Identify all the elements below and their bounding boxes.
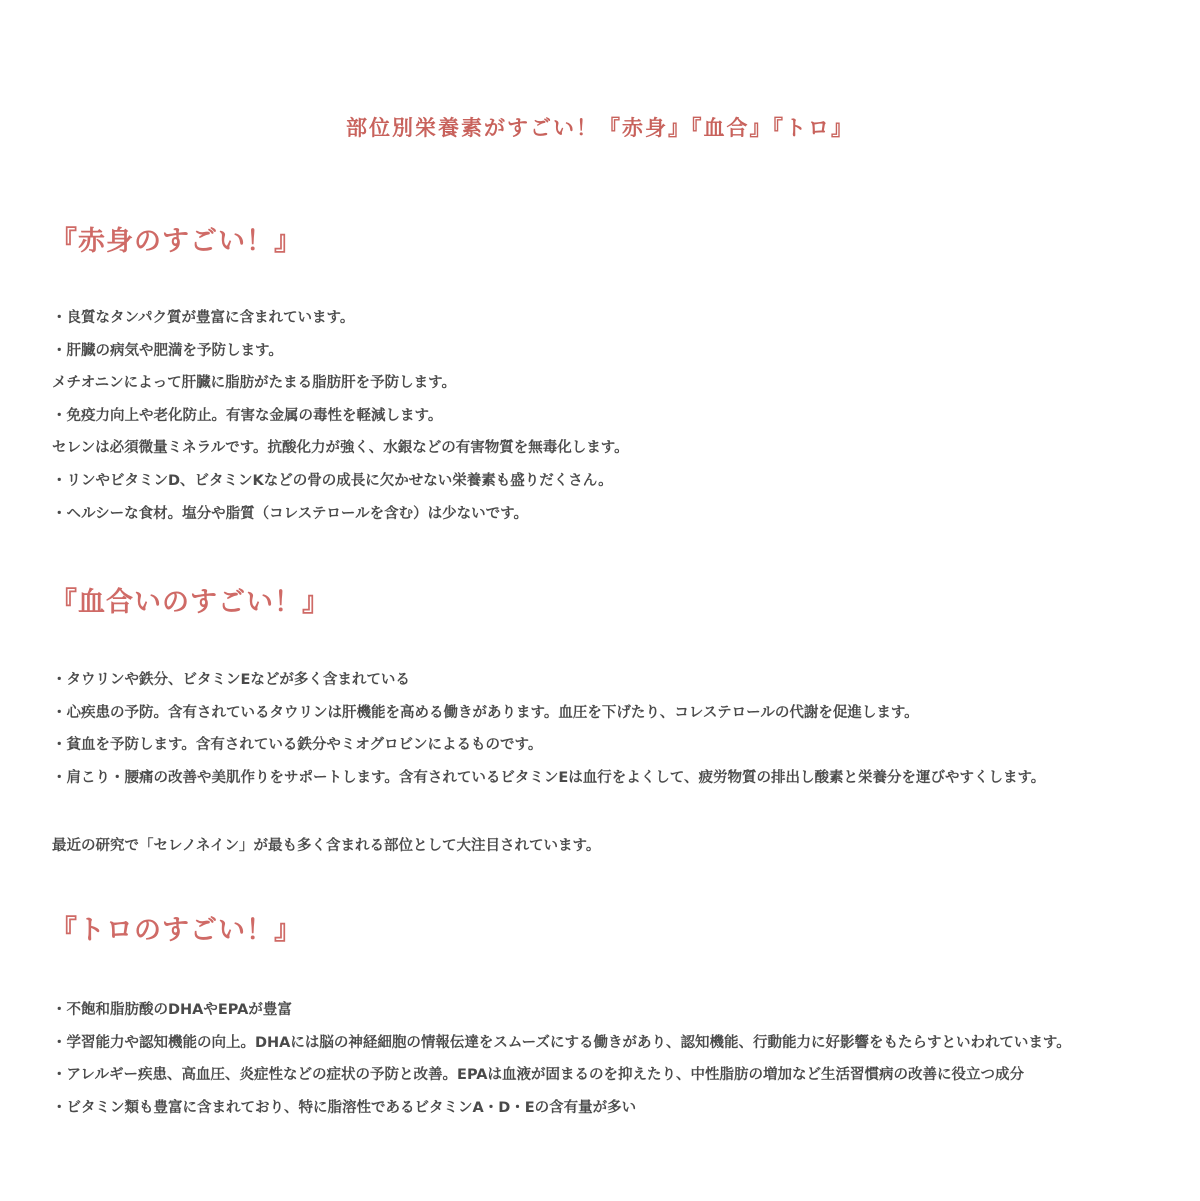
- chiai-list: [52, 664, 1045, 794]
- akami-list: [52, 302, 629, 530]
- akami-line: メチオニンによって肝臓に脂肪がたまる脂肪肝を予防します。: [52, 375, 456, 392]
- toro-list: [52, 994, 1071, 1124]
- akami-line: ・肝臓の病気や肥満を予防します。: [52, 342, 283, 359]
- akami-line: ・リンやビタミンD、ビタミンKなどの骨の成長に欠かせない栄養素も盛りだくさん。: [52, 472, 613, 489]
- section-heading-toro: 『トロのすごい！』: [50, 915, 302, 946]
- akami-line: ・良質なタンパク質が豊富に含まれています。: [52, 310, 355, 326]
- selenoneine-note: 最近の研究で「セレノネイン」が最も多く含まれる部位として大注目されています。: [52, 838, 601, 854]
- akami-line: ・ヘルシーな食材。塩分や脂質（コレステロールを含む）は少ないです。: [52, 505, 528, 522]
- page-title: 部位別栄養素がすごい！『赤身』『血合』『トロ』: [346, 116, 854, 140]
- section-heading-akami: 『赤身のすごい！』: [50, 226, 302, 257]
- akami-line: セレンは必須微量ミネラルです。抗酸化力が強く、水銀などの有害物質を無毒化します。: [52, 440, 629, 457]
- chiai-line: ・肩こり・腰痛の改善や美肌作りをサポートします。含有されているビタミンEは血行をよくして、疲労物質の排出し酸素と栄養分を運びやすくします。: [52, 769, 1046, 786]
- toro-line: ・不飽和脂肪酸のDHAやEPAが豊富: [52, 1002, 292, 1018]
- toro-line: ・学習能力や認知機能の向上。DHAには脳の神経細胞の情報伝達をスムーズにする働きがあり、認知機能、行動能力に好影響をもたらすといわれています。: [52, 1034, 1071, 1051]
- toro-line: ・アレルギー疾患、高血圧、炎症性などの症状の予防と改善。EPAは血液が固まるのを抑えたり、中性脂肪の増加など生活習慣病の改善に役立つ成分: [52, 1067, 1024, 1084]
- toro-line: ・ビタミン類も豊富に含まれており、特に脂溶性であるビタミンA・D・Eの含有量が多い: [52, 1099, 637, 1116]
- akami-line: ・免疫力向上や老化防止。有害な金属の毒性を軽減します。: [52, 407, 443, 424]
- section-heading-chiai: 『血合いのすごい！』: [50, 587, 330, 618]
- chiai-line: ・タウリンや鉄分、ビタミンEなどが多く含まれている: [52, 672, 410, 688]
- chiai-line: ・貧血を予防します。含有されている鉄分やミオグロビンによるものです。: [52, 737, 543, 754]
- chiai-line: ・心疾患の予防。含有されているタウリンは肝機能を高める働きがあります。血圧を下げたり、コレステロールの代謝を促進します。: [52, 704, 919, 721]
